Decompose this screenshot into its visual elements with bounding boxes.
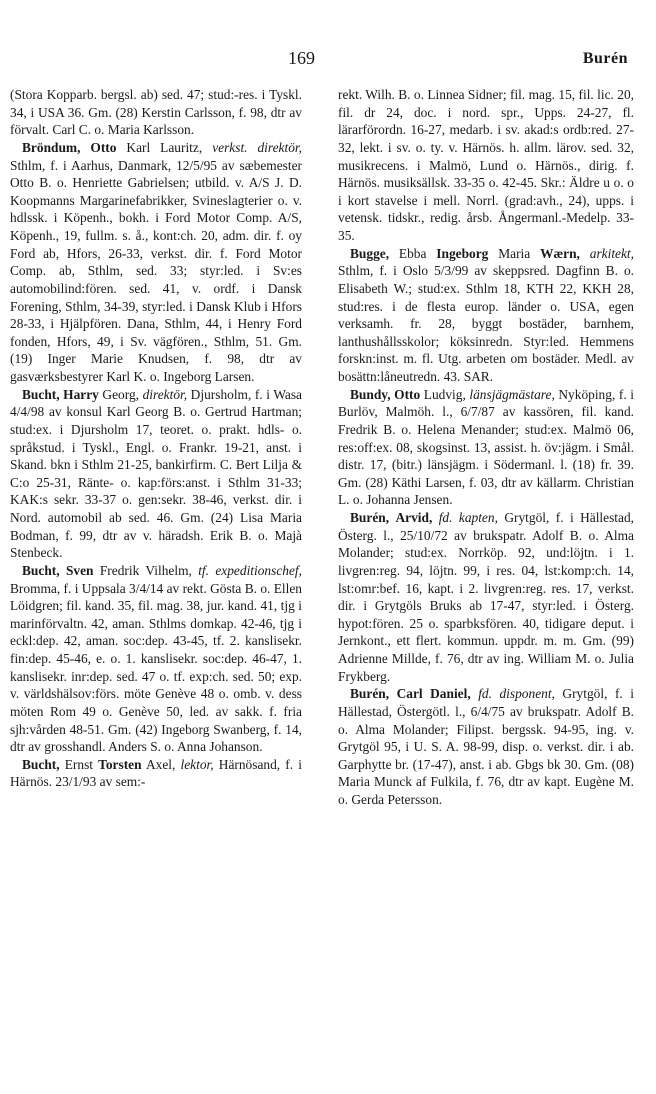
- entry-surname: Bucht,: [22, 386, 60, 402]
- entry-surname: Bucht,: [22, 562, 60, 578]
- entry-surname: Bugge,: [350, 245, 390, 261]
- entry-given-name-primary: Otto: [394, 386, 421, 402]
- entry-surname: Burén,: [350, 510, 390, 525]
- entry-occupation: länsjägmästare,: [469, 386, 555, 402]
- entry-text: Nyköping, f. i Burlöv, Malmöh. l., 6/7/87 av kassören, fil. kand. Fredrik B. o. Helena Menander; stud:ex. Malmö 06, res:off:ex. 08, skogsinst. 13, assist. h. öv:jägm. i Smål. distr. 17, (bitr.) länsjägm. i Södermanl. l. (18) fr. 39. Gm. (28) Käthi Larsen, f. 03, dtr av källarm. Christian L. o. Johanna Jensen.: [338, 386, 634, 508]
- biography-entry: [338, 685, 634, 808]
- entry-occupation: fd. disponent,: [470, 686, 555, 702]
- entry-text: Grytgöl, f. i Hällestad, Österg. l., 25/10/72 av brukspatr. Adolf B. o. Alma Molander; stud:ex. Norrköp. 92, und:löjtn. i 1. livgren:reg. 94, löjtn. 99, i res. 04, lst:komp:ch. 14, lst:omr:bef. 16, kapt. i 2. livgren:reg. res. 17, verkst. dir. i Grytgöls Bruks ab 17-47, styr:led. i Österg. hypot:fören. 25 o. sparbksfören. 40, tidigare deput. i Jernkont., ett flert. kommun. uppdr. m. m. Gm. (99) Adrienne Millde, f. 76, dtr av ing. William M. o. Julia Frykberg.: [338, 510, 634, 684]
- entry-given-name-primary: Carl Daniel,: [396, 686, 471, 702]
- entry-surname: Burén,: [350, 686, 390, 702]
- biography-entry: [338, 386, 634, 509]
- entry-occupation: lektor,: [180, 756, 214, 772]
- entry-given-name-primary: Torsten: [98, 756, 142, 772]
- entry-occupation: verkst. direktör,: [212, 139, 302, 155]
- running-head: Burén: [582, 50, 628, 67]
- entry-given-name-primary: Sven: [65, 562, 94, 578]
- entry-text: Sthlm, f. i Aarhus, Danmark, 12/5/95 av sæbemester Otto B. o. Henriette Gabrielsen; utbild. v. A/S J. D. Koopmanns Margarinefabrikker, Svineslagterier o. v. hdlssk. i Köpenh., bokh. i Ford Motor Comp. A/S, Köpenh., 19, fullm. s. å., kont:ch. 20, adm. dir. f. oy Ford ab, Hfors, 26-33, verkst. dir. f. Ford Motor Comp. ab, Sthlm, sed. 33; styr:led. i Sv:es automobilind:fören. sed. 41, v. ordf. i Dansk Forening, Sthlm, 34-39, styr:led. i Dansk Klub i Hfors 28-33, i Hjälpfören. Dana, Sthlm, 44, i Henry Ford fonden, Hfors, 49, i Sv. vägfören., Sthlm, 51. Gm. (19) Inger Marie Knudsen, f. 98, dtr av gasværksbestyrer Karl K. o. Ingeborg Larsen.: [10, 157, 302, 384]
- entry-text: Grytgöl, f. i Hällestad, Östergötl. l., 6/4/75 av brukspatr. Adolf B. o. Alma Molander; Filipst. bergssk. 94-95, ing. v. Grytgöl 95, i U. S. A. 98-99, disp. o. verkst. dir. i ab. Garphytte br. (17-47), anst. i ab. Gbgs bk 30. Gm. (08) Maria Munck af Fulkila, f. 76, dtr av kapt. Eugène M. o. Gerda Petersson.: [338, 686, 634, 807]
- entry-given-name-primary: Arvid,: [395, 510, 433, 525]
- biography-entry: [10, 562, 302, 756]
- right-column: [338, 86, 634, 809]
- entry-surname: Bröndum,: [22, 139, 81, 155]
- left-column: [10, 86, 302, 791]
- entry-given-names: Fredrik Vilhelm,: [93, 562, 192, 578]
- biography-entry: [10, 386, 302, 562]
- continuation-text: rekt. Wilh. B. o. Linnea Sidner; fil. mag. 15, fil. lic. 20, fil. dr 24, doc. i nord. spr., Upps. 24-27, fl. lärarförordn. 16-27, medarb. i sv. akad:s ordb:red. 27-32, lekt. i sv. o. ty. v. Härnös. h. allm. lärov. sed. 32, musikrecens. i Malmö, Lund o. Härnös., dirig. f. Härnös. musiksällsk. 33-35 o. 42-45. Skr.: Äldre u o. o i kort stavelse i mell. Norrl. (grad:avh., 24), upps. i vetensk. tidskr., redig. årsb. Ångermanl.-Medelp. 33-35.: [338, 87, 634, 243]
- entry-given-names: Georg,: [98, 386, 140, 402]
- entry-surname: Bundy,: [350, 386, 391, 402]
- entry-occupation: direktör,: [142, 386, 188, 402]
- entry-occupation: fd. kapten,: [432, 510, 498, 525]
- entry-given-name-primary: Otto: [90, 139, 117, 155]
- page-header: [0, 48, 656, 76]
- page-number: 169: [288, 48, 315, 68]
- entry-given-names-rest: Maria: [488, 245, 541, 261]
- entry-text: Djursholm, f. i Wasa 4/4/98 av konsul Karl Georg B. o. Gertrud Hartman; stud:ex. i Djursholm 17, teoret. o. prakt. hdls- o. språkstud. i Tyskl., Engl. o. Frankr. 19-21, anst. i Skand. bkn i Sthlm 21-25, bankirfirm. C. Bert Lilja & C:o 25-31, Ränte- o. kap:förs:anst. i Sthlm 31-33; KAK:s sekr. 33-37 o. gen:sekr. 38-46, verkst. dir. i Nord. automobil ab sed. 46. Gm. (24) Lisa Maria Bodman, f. 99, dtr av v. häradsh. Erik B. o. Majà Stenbeck.: [10, 386, 302, 561]
- entry-given-names: Karl Lauritz,: [116, 139, 203, 155]
- entry-surname: Bucht,: [22, 756, 60, 772]
- entry-text: Bromma, f. i Uppsala 3/4/14 av rekt. Gösta B. o. Ellen Löidgren; fil. kand. 35, fil. mag. 38, jur. kand. 41, tjg i marinförvaltn. 42, aman. Sthlms domkap. 42-46, tjg i eckl:dep. 42, aman. soc:dep. 43-45, tf. 2. kanslisekr. fin:dep. 45-46, e. o. 1. kanslisekr. soc:dep. 46-47, 1. kanslisekr. inr:dep. sed. 47 o. tf. exp:ch. sed. 50; exp. v. världshälsov:förs. möte Genève 48 o. omb. v. dess möten Rom 49 o. Genève 50, led. av sakk. f. fria sjh:vården 48-51. Gm. (42) Ingeborg Swanberg, f. 14, dtr av grosshandl. Anders S. o. Anna Johanson.: [10, 580, 302, 755]
- biography-entry: [10, 756, 302, 791]
- biography-entry: [338, 245, 634, 386]
- entry-given-names: Ludvig,: [420, 386, 466, 402]
- entry-given-name-primary: Harry: [63, 386, 99, 402]
- entry-occupation: tf. expeditionschef,: [198, 562, 302, 578]
- biography-entry: [10, 139, 302, 386]
- entry-given-names: Ernst: [59, 756, 99, 772]
- continuation-text: (Stora Kopparb. bergsl. ab) sed. 47; stud:-res. i Tyskl. 34, i USA 36. Gm. (28) Kerstin Carlsson, f. 98, dtr av förvalt. Carl C. o. Maria Karlsson.: [10, 87, 302, 138]
- entry-given-name-primary: Ingeborg: [436, 245, 489, 261]
- entry-given-names: Ebba: [389, 245, 437, 261]
- biography-entry: [338, 509, 634, 685]
- entry-given-names-rest: Axel,: [141, 756, 176, 772]
- entry-text: Sthlm, f. i Oslo 5/3/99 av skeppsred. Dagfinn B. o. Elisabeth W.; stud:ex. Sthlm 18, KTH 22, KKH 28, stud:res. i de flesta europ. länder o. USA, egen verksamh. fr. 28, byggt bostäder, barnhem, lanthushållsskolor; köksinredn. Styr:led. Hemmens forskn:inst. m. fl. Utg. arbeten om bostäder. Medl. av bosättn:låneutredn. 43. SAR.: [338, 263, 634, 384]
- entry-occupation: arkitekt,: [579, 245, 634, 261]
- entry-text: Härnösand, f. i Härnös. 23/1/93 av sem:-: [10, 756, 302, 790]
- entry-surname-married: Wærn,: [540, 245, 580, 261]
